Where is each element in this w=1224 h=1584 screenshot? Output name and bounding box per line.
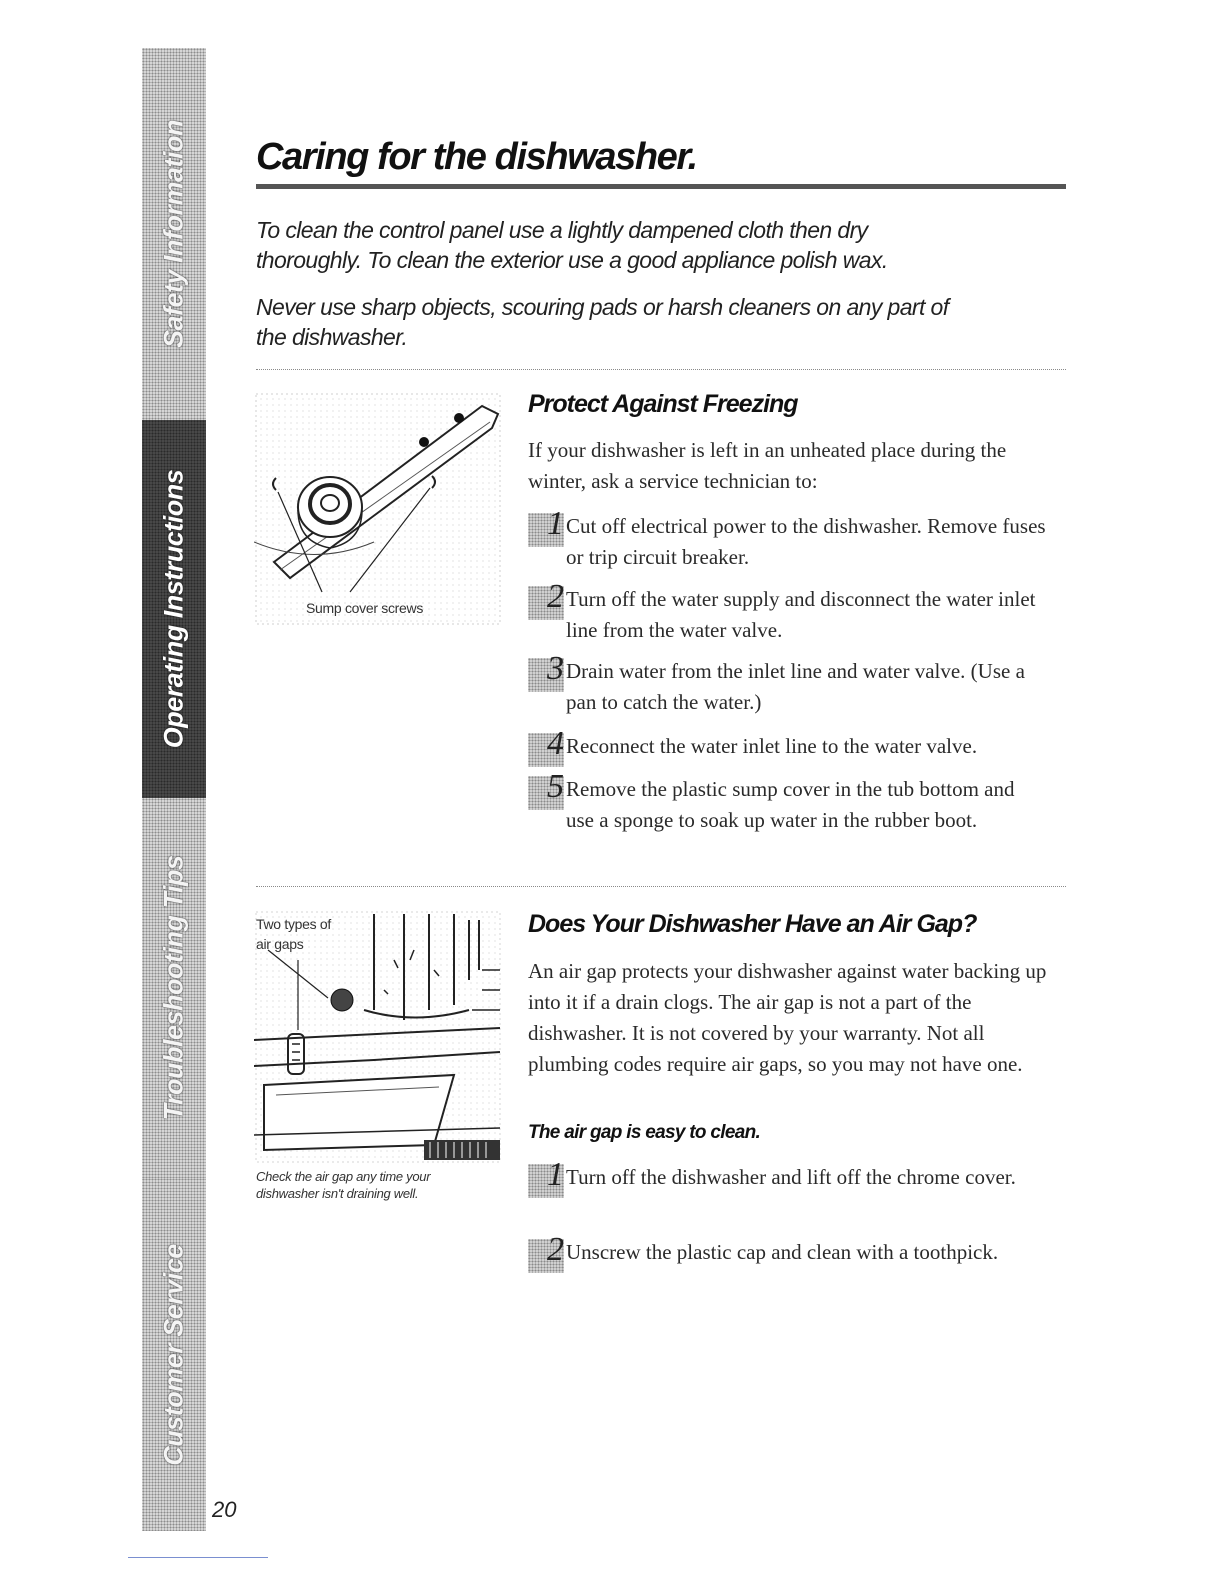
section-heading-air-gap: Does Your Dishwasher Have an Air Gap?: [528, 910, 977, 938]
freezing-step-5: [528, 768, 1058, 836]
air-gap-label: Two types of air gaps: [256, 916, 331, 952]
page-title: Caring for the dishwasher.: [256, 136, 697, 178]
page-number: 20: [212, 1497, 237, 1522]
tab-label: Operating Instructions: [158, 469, 189, 749]
intro-paragraph-warning: Never use sharp objects, scouring pads or harsh cleaners on any part of the dishwasher.: [256, 294, 949, 350]
section-divider: [256, 886, 1066, 887]
section-divider: [256, 369, 1066, 370]
tab-troubleshooting-tips[interactable]: [142, 798, 206, 1178]
air-gap-intro: An air gap protects your dishwasher against water backing up into it if a drain clogs. The air gap is not a part of the dishwasher. It is not covered by your warranty. Not all plumbing codes require air gaps, so you may not have one.: [528, 959, 1047, 1076]
step-number: 1: [547, 1156, 564, 1193]
title-rule: [256, 184, 1066, 189]
step-number: 2: [547, 1231, 564, 1268]
tab-safety-information[interactable]: [142, 48, 206, 420]
air-gap-subheading: The air gap is easy to clean.: [528, 1122, 761, 1143]
intro-paragraph-cleaning: To clean the control panel use a lightly dampened cloth then dry thoroughly. To clean the exterior use a good appliance polish wax.: [256, 217, 888, 273]
freezing-intro: If your dishwasher is left in an unheated place during the winter, ask a service technician to:: [528, 438, 1007, 493]
step-number: 4: [547, 725, 564, 762]
step-number: 2: [547, 578, 564, 615]
step-number: 1: [547, 505, 564, 542]
tab-label: Safety Information: [158, 119, 189, 349]
tab-customer-service[interactable]: [142, 1178, 206, 1531]
tab-label: Customer Service: [158, 1243, 189, 1466]
air-gap-step-1: [528, 1156, 1058, 1193]
air-gap-illustration: [254, 910, 504, 1166]
air-gap-caption: Check the air gap any time your dishwasher isn't draining well.: [256, 1169, 431, 1201]
tab-label: Troubleshooting Tips: [158, 855, 189, 1121]
section-tabs: [142, 48, 206, 1531]
step-number: 5: [547, 768, 564, 805]
step-text: Remove the plastic sump cover in the tub bottom and use a sponge to soak up water in the rubber boot.: [566, 777, 1015, 832]
sump-cover-illustration: [254, 392, 504, 628]
step-text: Unscrew the plastic cap and clean with a toothpick.: [566, 1240, 999, 1264]
sump-cover-label: Sump cover screws: [306, 600, 424, 616]
step-text: Turn off the dishwasher and lift off the chrome cover.: [566, 1165, 1016, 1189]
air-gap-step-2: [528, 1231, 1058, 1268]
step-text: Turn off the water supply and disconnect the water inlet line from the water valve.: [566, 587, 1036, 642]
step-number: 3: [547, 650, 564, 687]
section-heading-freezing: Protect Against Freezing: [528, 390, 798, 418]
freezing-step-1: [528, 505, 1058, 573]
step-text: Reconnect the water inlet line to the water valve.: [566, 734, 978, 758]
freezing-step-2: [528, 578, 1058, 646]
step-text: Drain water from the inlet line and water valve. (Use a pan to catch the water.): [566, 659, 1025, 714]
freezing-step-3: [528, 650, 1058, 718]
step-text: Cut off electrical power to the dishwasher. Remove fuses or trip circuit breaker.: [566, 514, 1046, 569]
tab-operating-instructions[interactable]: [142, 420, 206, 798]
footer-line: [128, 1557, 268, 1558]
freezing-step-4: [528, 725, 1058, 762]
